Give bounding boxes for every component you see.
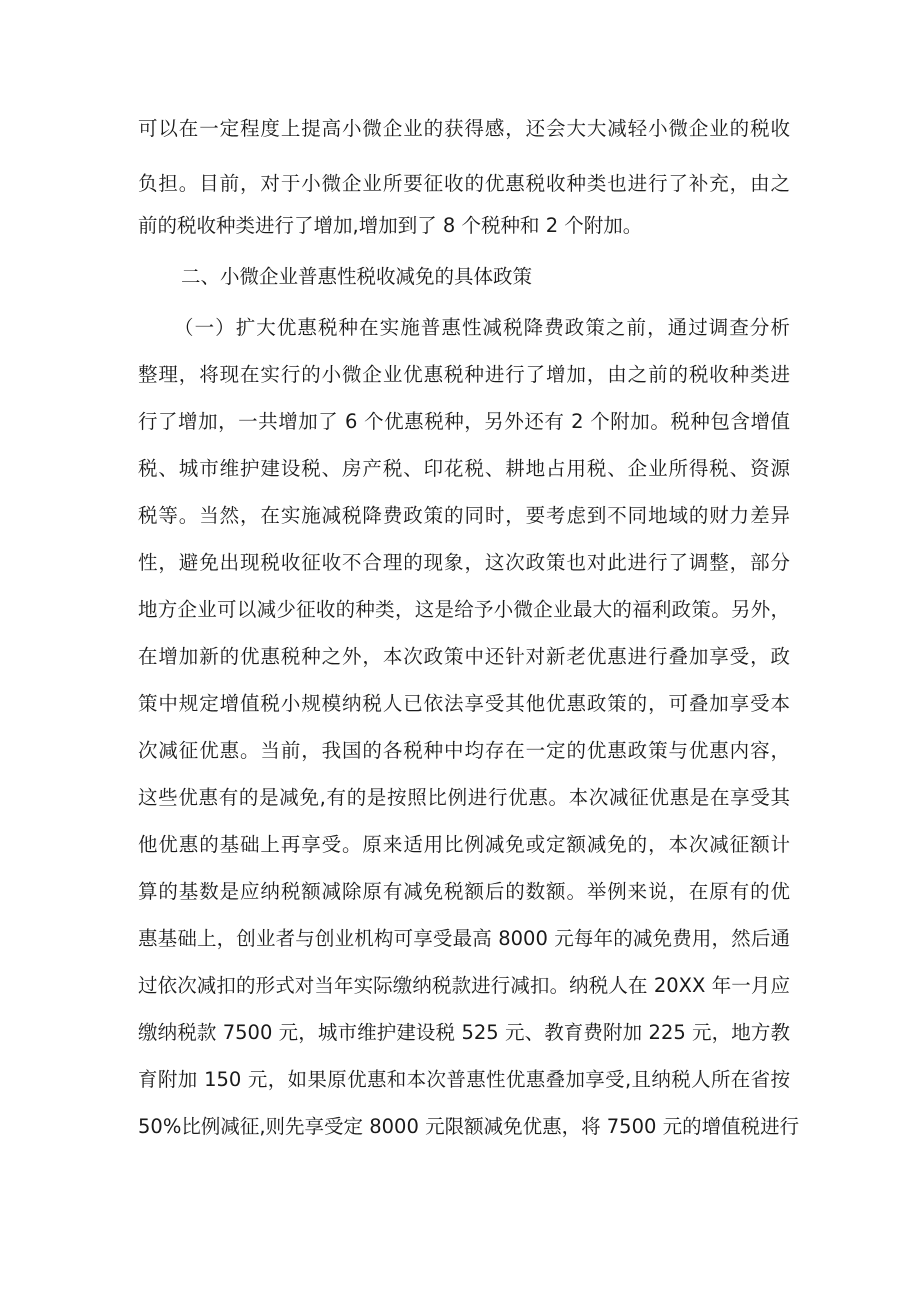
section-heading: 二、小微企业普惠性税收减免的具体政策 xyxy=(181,265,533,288)
paragraph-line: 他优惠的基础上再享受。原来适用比例减免或定额减免的，本次减征额计 xyxy=(138,833,790,856)
paragraph-line: （一）扩大优惠税种在实施普惠性减税降费政策之前，通过调查分析 xyxy=(174,316,790,339)
paragraph-line: 过依次减扣的形式对当年实际缴纳税款进行减扣。纳税人在 20XX 年一月应 xyxy=(138,974,790,997)
paragraph-line: 在增加新的优惠税种之外，本次政策中还针对新老优惠进行叠加享受，政 xyxy=(138,645,790,668)
paragraph-line: 地方企业可以减少征收的种类，这是给予小微企业最大的福利政策。另外， xyxy=(138,598,790,621)
paragraph-line: 育附加 150 元，如果原优惠和本次普惠性优惠叠加享受,且纳税人所在省按 xyxy=(138,1068,790,1091)
paragraph-line: 前的税收种类进行了增加,增加到了 8 个税种和 2 个附加。 xyxy=(138,214,643,237)
paragraph-line: 缴纳税款 7500 元，城市维护建设税 525 元、教育费附加 225 元，地方教 xyxy=(138,1021,790,1044)
paragraph-line: 行了增加，一共增加了 6 个优惠税种，另外还有 2 个附加。税种包含增值 xyxy=(138,410,790,433)
paragraph-line: 策中规定增值税小规模纳税人已依法享受其他优惠政策的，可叠加享受本 xyxy=(138,692,790,715)
paragraph-line: 算的基数是应纳税额减除原有减免税额后的数额。举例来说，在原有的优 xyxy=(138,880,790,903)
paragraph-line: 这些优惠有的是减免,有的是按照比例进行优惠。本次减征优惠是在享受其 xyxy=(138,786,790,809)
paragraph-line: 负担。目前，对于小微企业所要征收的优惠税收种类也进行了补充，由之 xyxy=(138,172,790,195)
paragraph-line: 税、城市维护建设税、房产税、印花税、耕地占用税、企业所得税、资源 xyxy=(138,457,790,480)
paragraph-line: 整理，将现在实行的小微企业优惠税种进行了增加，由之前的税收种类进 xyxy=(138,363,790,386)
paragraph-line: 50%比例减征,则先享受定 8000 元限额减免优惠，将 7500 元的增值税进行 xyxy=(138,1115,800,1138)
paragraph-line: 惠基础上，创业者与创业机构可享受最高 8000 元每年的减免费用，然后通 xyxy=(138,927,790,950)
paragraph-line: 税等。当然，在实施减税降费政策的同时，要考虑到不同地域的财力差异 xyxy=(138,504,790,527)
paragraph-line: 性，避免出现税收征收不合理的现象，这次政策也对此进行了调整，部分 xyxy=(138,551,790,574)
paragraph-line: 可以在一定程度上提高小微企业的获得感，还会大大减轻小微企业的税收 xyxy=(138,117,790,140)
paragraph-line: 次减征优惠。当前，我国的各税种中均存在一定的优惠政策与优惠内容， xyxy=(138,739,790,762)
